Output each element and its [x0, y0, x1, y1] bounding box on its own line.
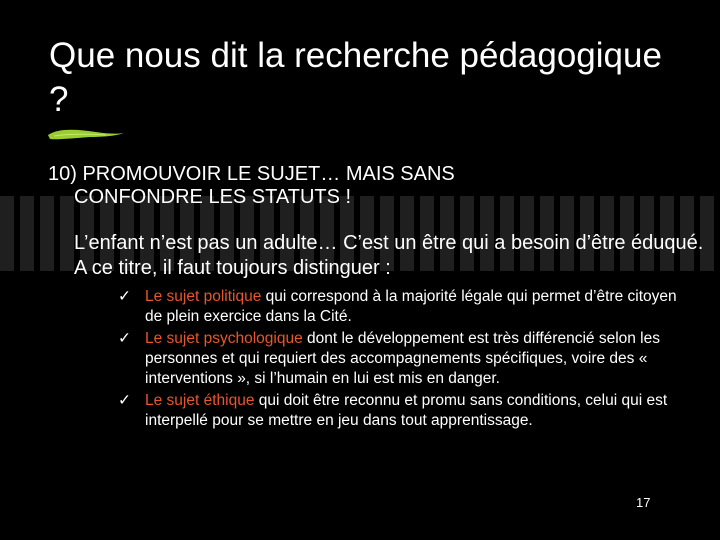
bullet-highlight: Le sujet politique: [145, 288, 262, 305]
page-number: 17: [636, 495, 651, 510]
section-heading: [48, 163, 688, 209]
list-item: [118, 329, 693, 389]
intro-paragraph: L’enfant n’est pas un adulte… C’est un être qui a besoin d’être éduqué. A ce titre, il faut toujours distinguer :: [74, 232, 704, 279]
bullet-highlight: Le sujet éthique: [145, 392, 255, 409]
bullet-list: [118, 287, 693, 433]
list-item: [118, 391, 693, 431]
bullet-text: qui doit être reconnu et promu sans conditions, celui qui est interpellé pour se mettre en jeu dans tout apprentissage.: [145, 392, 668, 429]
checkmark-icon: ✓: [118, 392, 131, 409]
bullet-text: qui correspond à la majorité légale qui permet d’être citoyen de plein exercice dans la Cité.: [145, 288, 677, 325]
checkmark-icon: ✓: [118, 330, 131, 347]
heading-line-1: 10) PROMOUVOIR LE SUJET… MAIS SANS: [48, 163, 455, 185]
heading-line-2: CONFONDRE LES STATUTS !: [74, 186, 352, 208]
bullet-text: dont le développement est très différencié selon les personnes et qui requiert des accompagnements spécifiques, voire des « interventions », si l’humain en lui est mis en danger.: [145, 330, 660, 387]
list-item: [118, 287, 693, 327]
slide-title: Que nous dit la recherche pédagogique ?: [49, 36, 662, 119]
checkmark-icon: ✓: [118, 288, 131, 305]
bullet-highlight: Le sujet psychologique: [145, 330, 303, 347]
brush-stroke-icon: [46, 126, 126, 142]
